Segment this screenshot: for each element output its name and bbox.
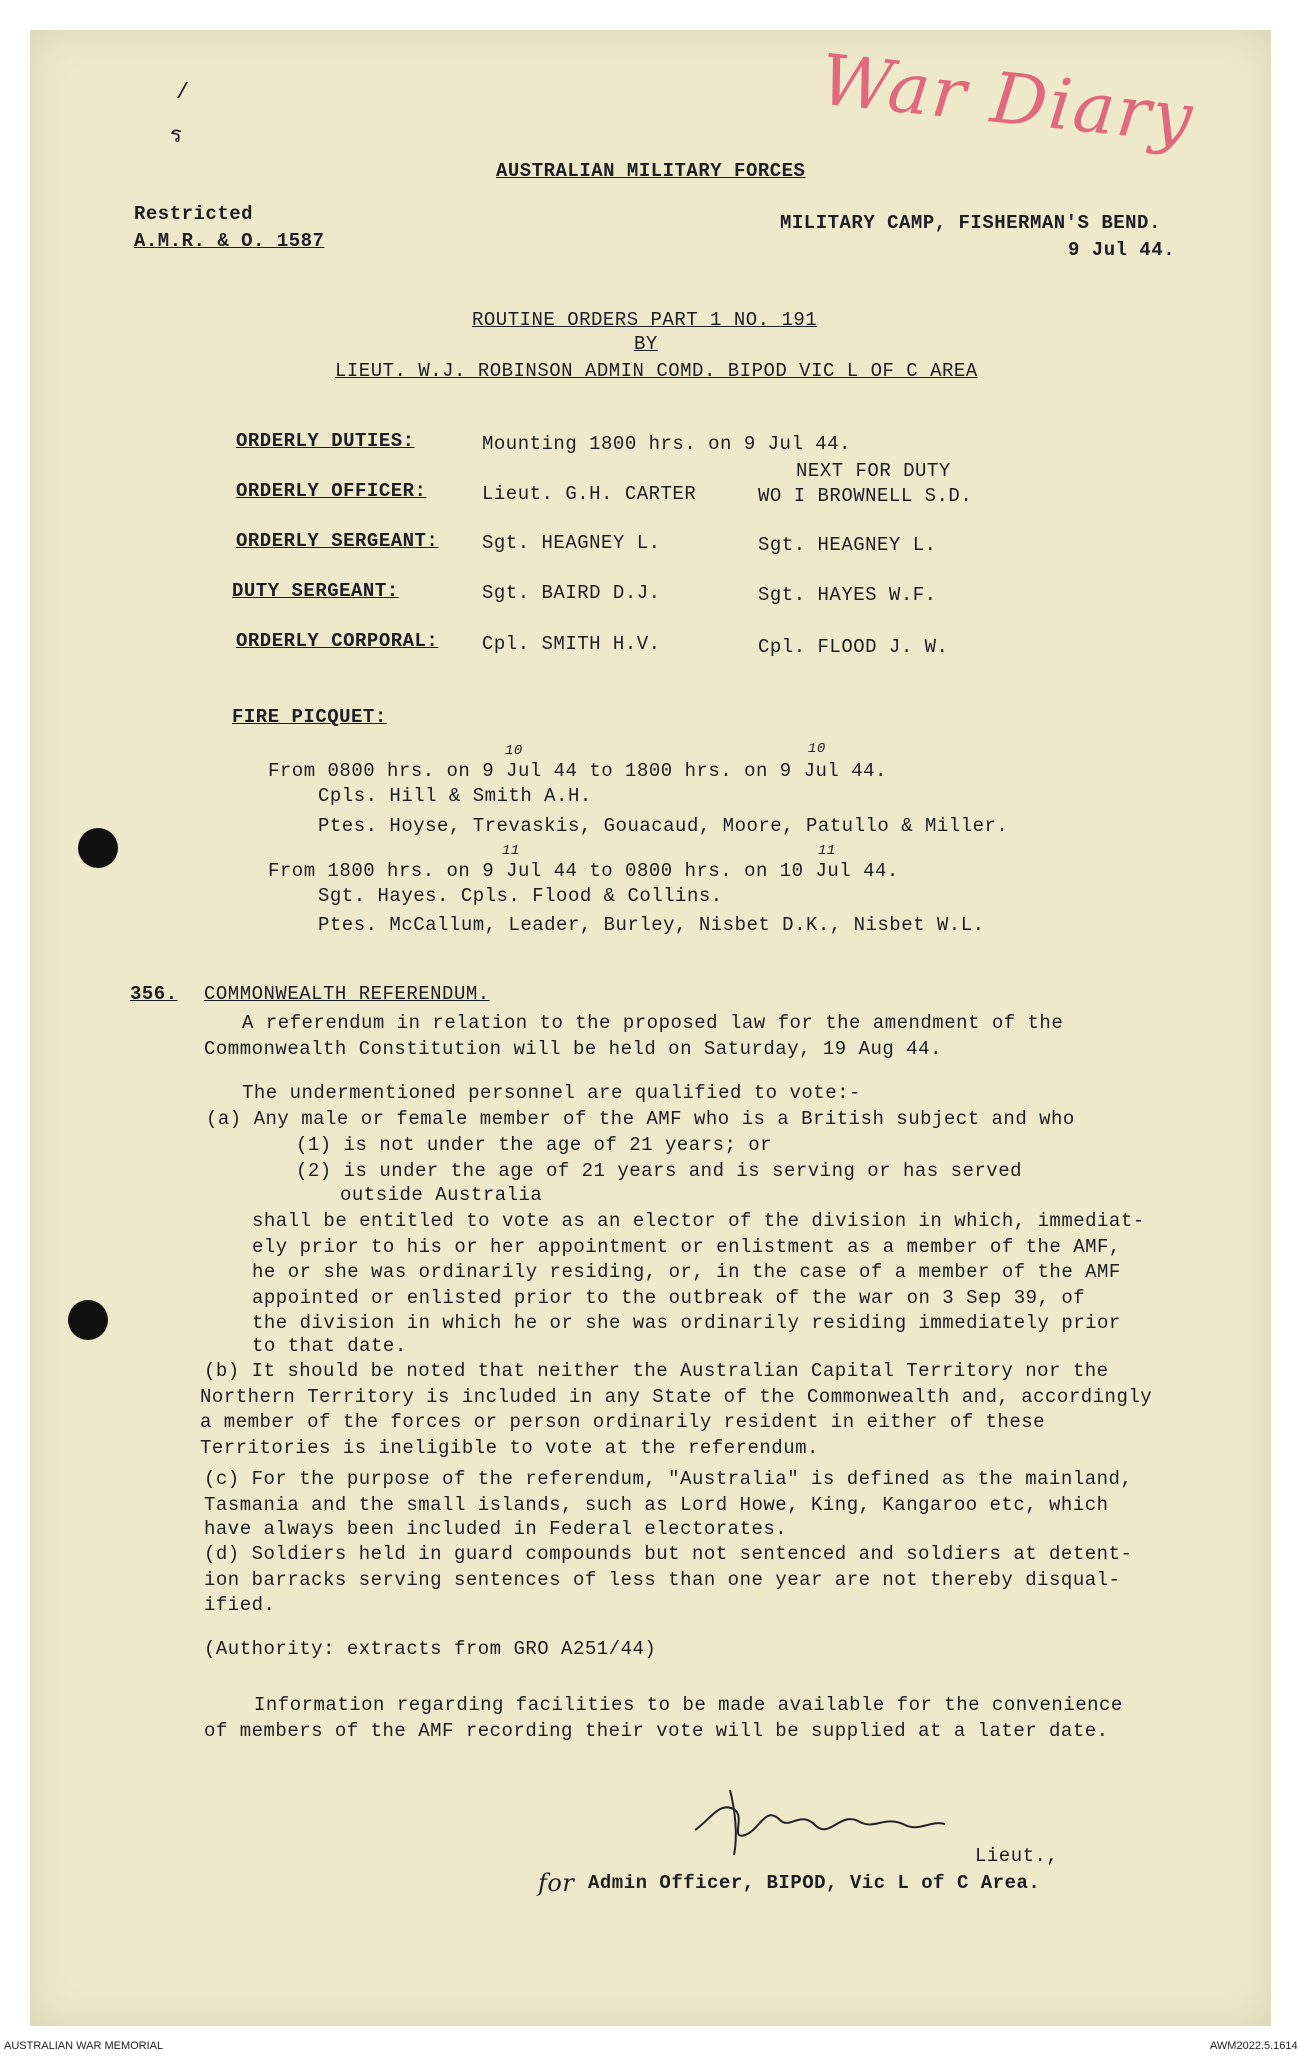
duty-label: DUTY SERGEANT: <box>232 580 399 602</box>
paragraph-line: A referendum in relation to the proposed law for the amendment of the <box>242 1012 1064 1034</box>
duty-next: Sgt. HEAGNEY L. <box>758 534 937 556</box>
fire-shift-line: Ptes. McCallum, Leader, Burley, Nisbet D.K., Nisbet W.L. <box>318 914 985 936</box>
signature-for: for <box>538 1869 575 1897</box>
classification: Restricted <box>134 203 254 225</box>
item-number: 356. <box>130 983 178 1005</box>
paragraph-line: Northern Territory is included in any State of the Commonwealth and, accordingly <box>200 1386 1153 1408</box>
duty-current: Sgt. HEAGNEY L. <box>482 532 661 554</box>
orders-officer: LIEUT. W.J. ROBINSON ADMIN COMD. BIPOD VIC L OF C AREA <box>335 360 978 382</box>
location: MILITARY CAMP, FISHERMAN'S BEND. <box>780 212 1161 234</box>
duty-next: WO I BROWNELL S.D. <box>758 485 973 507</box>
paragraph-line: he or she was ordinarily residing, or, in the case of a member of the AMF <box>252 1261 1121 1283</box>
paragraph-line: Information regarding facilities to be made available for the convenience <box>254 1694 1123 1716</box>
document-date: 9 Jul 44. <box>1068 239 1176 261</box>
duty-next: Sgt. HAYES W.F. <box>758 584 937 606</box>
paragraph-line: shall be entitled to vote as an elector of the division in which, immediat- <box>252 1210 1145 1232</box>
handwritten-annotation: 11 <box>818 843 836 859</box>
footer-archive: AUSTRALIAN WAR MEMORIAL <box>4 2040 164 2052</box>
duty-next: Cpl. FLOOD J. W. <box>758 636 949 658</box>
paragraph-line: of members of the AMF recording their vote will be supplied at a later date. <box>204 1720 1109 1742</box>
paragraph-line: The undermentioned personnel are qualified to vote:- <box>242 1082 861 1104</box>
fire-shift-line: Cpls. Hill & Smith A.H. <box>318 785 592 807</box>
fire-picquet-heading: FIRE PICQUET: <box>232 706 387 728</box>
paragraph-line: (2) is under the age of 21 years and is serving or has served <box>296 1160 1023 1182</box>
duty-label: ORDERLY CORPORAL: <box>236 630 439 652</box>
paragraph-line: (c) For the purpose of the referendum, "Australia" is defined as the mainland, <box>204 1468 1133 1490</box>
fire-shift-time: From 0800 hrs. on 9 Jul 44 to 1800 hrs. on 9 Jul 44. <box>268 760 887 782</box>
punch-hole <box>68 1300 108 1340</box>
duty-label: ORDERLY OFFICER: <box>236 480 427 502</box>
paragraph-line: ion barracks serving sentences of less than one year are not thereby disqual- <box>204 1569 1121 1591</box>
margin-mark: ร <box>170 124 183 149</box>
paragraph-line: to that date. <box>252 1335 407 1357</box>
item-heading: COMMONWEALTH REFERENDUM. <box>204 983 490 1005</box>
handwritten-annotation: 10 <box>505 743 523 759</box>
paragraph-line: outside Australia <box>340 1184 543 1206</box>
fire-shift-line: Ptes. Hoyse, Trevaskis, Gouacaud, Moore, Patullo & Miller. <box>318 815 1009 837</box>
duty-current: Sgt. BAIRD D.J. <box>482 582 661 604</box>
orders-by: BY <box>634 333 658 355</box>
handwritten-annotation: 10 <box>808 741 826 757</box>
duty-label: ORDERLY DUTIES: <box>236 430 415 452</box>
war-diary-stamp: War Diary <box>816 38 1198 160</box>
paragraph-line: appointed or enlisted prior to the outbreak of the war on 3 Sep 39, of <box>252 1287 1086 1309</box>
paragraph-line: have always been included in Federal electorates. <box>204 1518 788 1540</box>
paragraph-line: (d) Soldiers held in guard compounds but not sentenced and soldiers at detent- <box>204 1543 1133 1565</box>
handwritten-annotation: 11 <box>502 843 520 859</box>
handwritten-signature <box>690 1780 950 1860</box>
signature-rank: Lieut., <box>975 1845 1059 1867</box>
next-for-duty-label: NEXT FOR DUTY <box>796 460 951 482</box>
fire-shift-line: Sgt. Hayes. Cpls. Flood & Collins. <box>318 885 723 907</box>
authority-line: (Authority: extracts from GRO A251/44) <box>204 1638 657 1660</box>
paragraph-line: (a) Any male or female member of the AMF who is a British subject and who <box>206 1108 1075 1130</box>
paragraph-line: (1) is not under the age of 21 years; or <box>296 1134 773 1156</box>
footer-catalogue-id: AWM2022.5.1614 <box>1210 2040 1298 2052</box>
duty-current: Lieut. G.H. CARTER <box>482 483 697 505</box>
punch-hole <box>78 828 118 868</box>
duty-current: Cpl. SMITH H.V. <box>482 633 661 655</box>
paragraph-line: Commonwealth Constitution will be held on Saturday, 19 Aug 44. <box>204 1038 942 1060</box>
orders-title: ROUTINE ORDERS PART 1 NO. 191 <box>472 309 818 331</box>
reference-number: A.M.R. & O. 1587 <box>134 230 325 252</box>
document-title: AUSTRALIAN MILITARY FORCES <box>496 160 806 182</box>
paragraph-line: ified. <box>204 1594 276 1616</box>
paragraph-line: ely prior to his or her appointment or enlistment as a member of the AMF, <box>252 1236 1121 1258</box>
duty-current: Mounting 1800 hrs. on 9 Jul 44. <box>482 433 851 455</box>
paragraph-line: (b) It should be noted that neither the Australian Capital Territory nor the <box>204 1360 1109 1382</box>
paragraph-line: Territories is ineligible to vote at the referendum. <box>200 1437 819 1459</box>
signature-block: Admin Officer, BIPOD, Vic L of C Area. <box>588 1872 1041 1894</box>
fire-shift-time: From 1800 hrs. on 9 Jul 44 to 0800 hrs. on 10 Jul 44. <box>268 860 899 882</box>
paragraph-line: the division in which he or she was ordinarily residing immediately prior <box>252 1312 1121 1334</box>
paragraph-line: a member of the forces or person ordinarily resident in either of these <box>200 1411 1046 1433</box>
paragraph-line: Tasmania and the small islands, such as Lord Howe, King, Kangaroo etc, which <box>204 1494 1109 1516</box>
duty-label: ORDERLY SERGEANT: <box>236 530 439 552</box>
margin-mark: / <box>176 80 190 105</box>
